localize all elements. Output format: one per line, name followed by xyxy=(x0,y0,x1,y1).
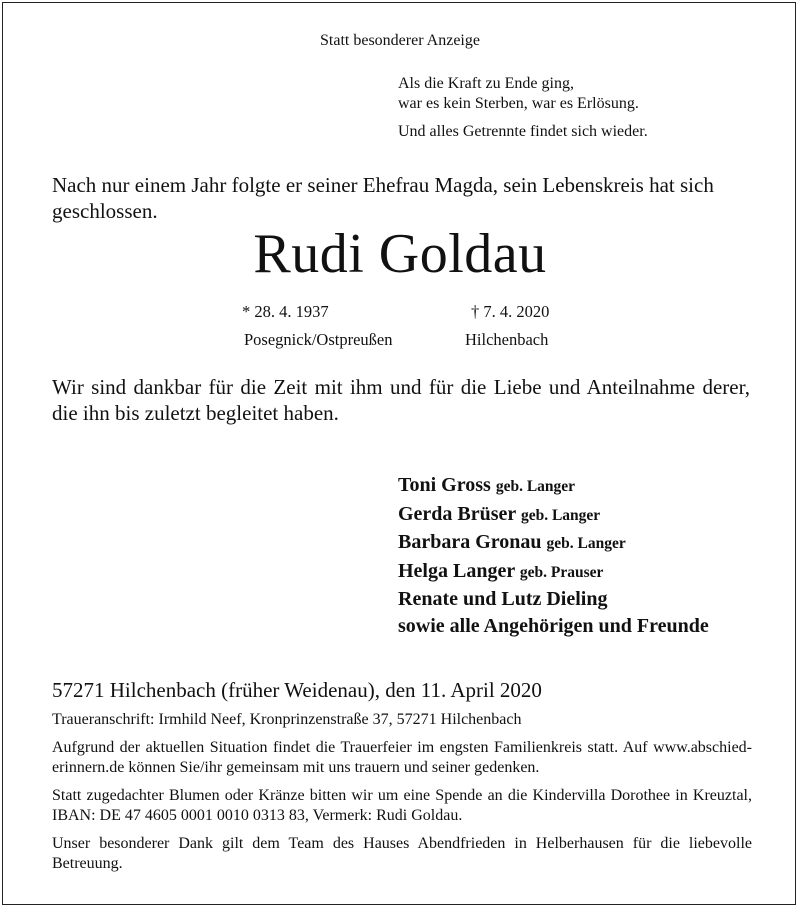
mourner-maiden-name: geb. Langer xyxy=(546,535,626,552)
mourner-name: Gerda Brüser xyxy=(398,502,516,525)
mourning-address: Traueranschrift: Irmhild Neef, Kronprinzenstraße 37, 57271 Hilchenbach xyxy=(52,711,522,728)
mourner-name: sowie alle Angehörigen und Freunde xyxy=(398,614,709,637)
ceremony-notice: Aufgrund der aktuellen Situation findet die Trauerfeier im engsten Familienkreis statt. Auf www.abschied-erinnern.de können Sie/ihr gemeinsam mit uns trauern und seiner gedenken. xyxy=(52,739,752,776)
poem-line-1: Als die Kraft zu Ende ging, xyxy=(398,75,574,92)
mourner-maiden-name: geb. Langer xyxy=(520,506,601,524)
header-line: Statt besonderer Anzeige xyxy=(320,32,480,49)
thanks-text: Wir sind dankbar für die Zeit mit ihm und für die Liebe und Anteilnahme derer, die ihn bis zuletzt begleitet haben. xyxy=(52,375,750,425)
death-date: † 7. 4. 2020 xyxy=(471,302,550,321)
place-and-date: 57271 Hilchenbach (früher Weidenau), den 11. April 2020 xyxy=(52,678,542,702)
mourner-entry xyxy=(398,529,709,558)
mourner-name: Renate und Lutz Dieling xyxy=(398,588,608,610)
poem-line-2: war es kein Sterben, war es Erlösung. xyxy=(398,95,639,112)
death-place: Hilchenbach xyxy=(465,330,549,349)
mourner-name: Helga Langer xyxy=(398,559,515,582)
deceased-name: Rudi Goldau xyxy=(253,223,547,285)
mourner-name: Barbara Gronau xyxy=(398,531,542,553)
mourner-entry xyxy=(398,472,709,501)
intro-text: Nach nur einem Jahr folgte er seiner Ehefrau Magda, sein Lebenskreis hat sich geschlossen. xyxy=(52,173,714,223)
mourner-entry xyxy=(398,558,709,587)
mourner-maiden-name: geb. Prauser xyxy=(519,563,604,581)
mourner-maiden-name: geb. Langer xyxy=(495,478,576,495)
poem-line-3: Und alles Getrennte findet sich wieder. xyxy=(398,123,648,140)
mourners-list xyxy=(398,472,709,639)
mourner-name: Toni Gross xyxy=(398,474,491,496)
gratitude-notice: Unser besonderer Dank gilt dem Team des Hauses Abendfrieden in Helberhausen für die liebevolle Betreuung. xyxy=(52,835,752,872)
mourner-entry xyxy=(398,586,709,613)
donation-notice: Statt zugedachter Blumen oder Kränze bitten wir um eine Spende an die Kindervilla Dorothee in Kreuztal, IBAN: DE 47 4605 0001 0010 0313 83, Vermerk: Rudi Goldau. xyxy=(52,787,752,824)
mourner-entry xyxy=(398,613,709,640)
mourner-entry xyxy=(398,501,709,530)
birth-place: Posegnick/Ostpreußen xyxy=(244,330,393,349)
birth-date: * 28. 4. 1937 xyxy=(242,302,329,321)
